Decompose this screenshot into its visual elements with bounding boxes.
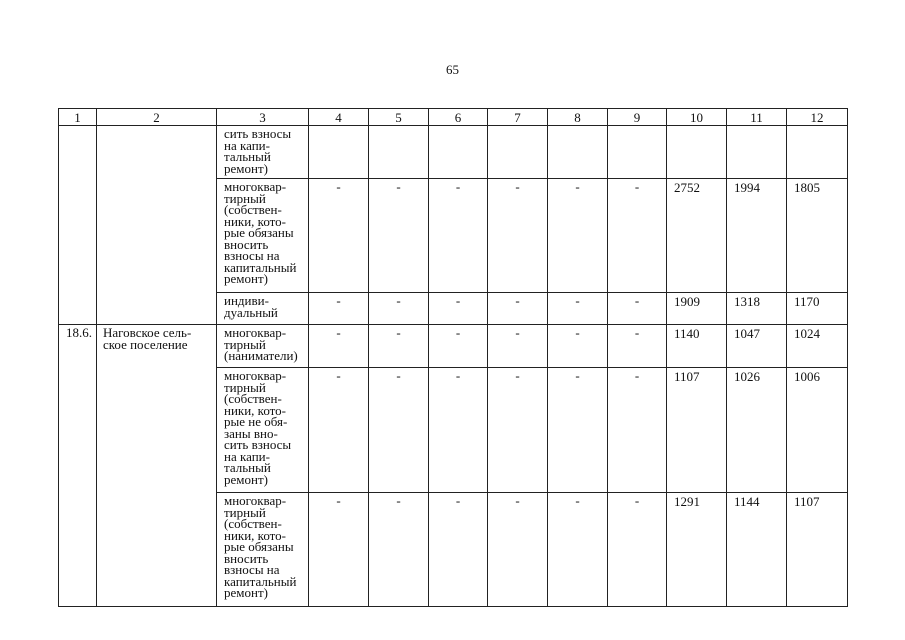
table-cell: 1994 bbox=[727, 179, 787, 293]
table-cell: - bbox=[608, 293, 667, 325]
table-cell bbox=[667, 126, 727, 179]
table-cell: - bbox=[548, 293, 608, 325]
housing-type-cell: многоквар- тирный (собствен- ники, кото- рые обязаны вносить взносы на капитальный ремонт) bbox=[217, 179, 309, 293]
column-header: 11 bbox=[727, 109, 787, 126]
table-cell: 1047 bbox=[727, 325, 787, 368]
table-row bbox=[59, 126, 848, 179]
column-header: 10 bbox=[667, 109, 727, 126]
table-cell: - bbox=[548, 368, 608, 493]
housing-type-cell: индиви- дуальный bbox=[217, 293, 309, 325]
table-cell: 1107 bbox=[787, 493, 848, 607]
column-header: 12 bbox=[787, 109, 848, 126]
tariff-table bbox=[58, 108, 848, 607]
table-cell: 1909 bbox=[667, 293, 727, 325]
table-cell: - bbox=[429, 293, 488, 325]
table-cell: 1024 bbox=[787, 325, 848, 368]
table-cell: - bbox=[548, 493, 608, 607]
housing-type-cell: сить взносы на капи- тальный ремонт) bbox=[217, 126, 309, 179]
table-cell: - bbox=[309, 368, 369, 493]
table-cell: - bbox=[429, 179, 488, 293]
column-header: 1 bbox=[59, 109, 97, 126]
column-header: 8 bbox=[548, 109, 608, 126]
table-cell: 1006 bbox=[787, 368, 848, 493]
table-cell: - bbox=[429, 325, 488, 368]
table-cell: - bbox=[608, 325, 667, 368]
table-cell: - bbox=[309, 493, 369, 607]
housing-type-cell: многоквар- тирный (собствен- ники, кото- рые не обя- заны вно- сить взносы на капи- тальный ремонт) bbox=[217, 368, 309, 493]
table-cell: 1291 bbox=[667, 493, 727, 607]
column-header: 9 bbox=[608, 109, 667, 126]
table-cell bbox=[727, 126, 787, 179]
settlement-cell: Наговское сель- ское поселение bbox=[97, 325, 217, 607]
table-cell: - bbox=[369, 293, 429, 325]
page-number: 65 bbox=[446, 62, 459, 77]
housing-type-cell: многоквар- тирный (наниматели) bbox=[217, 325, 309, 368]
table-cell: - bbox=[488, 368, 548, 493]
table-cell: - bbox=[309, 325, 369, 368]
table-cell: - bbox=[548, 179, 608, 293]
table-cell: - bbox=[548, 325, 608, 368]
table-row bbox=[59, 325, 848, 368]
table-cell: 1170 bbox=[787, 293, 848, 325]
table-cell bbox=[429, 126, 488, 179]
table-cell: - bbox=[429, 368, 488, 493]
header-row bbox=[59, 109, 848, 126]
table-cell: 1107 bbox=[667, 368, 727, 493]
table-cell: - bbox=[488, 293, 548, 325]
settlement-cell bbox=[97, 126, 217, 325]
table-cell: - bbox=[429, 493, 488, 607]
table-cell: - bbox=[608, 179, 667, 293]
table-cell bbox=[787, 126, 848, 179]
table-cell: - bbox=[369, 493, 429, 607]
table-cell bbox=[548, 126, 608, 179]
column-header: 5 bbox=[369, 109, 429, 126]
table-cell: - bbox=[608, 368, 667, 493]
table-cell: - bbox=[369, 368, 429, 493]
row-number-cell bbox=[59, 126, 97, 325]
table-cell: - bbox=[369, 179, 429, 293]
table-cell: - bbox=[608, 493, 667, 607]
table-cell bbox=[608, 126, 667, 179]
column-header: 6 bbox=[429, 109, 488, 126]
column-header: 4 bbox=[309, 109, 369, 126]
table-cell: 1140 bbox=[667, 325, 727, 368]
table-cell: - bbox=[309, 293, 369, 325]
table-cell: 1144 bbox=[727, 493, 787, 607]
column-header: 3 bbox=[217, 109, 309, 126]
table-cell: - bbox=[309, 179, 369, 293]
table-cell: - bbox=[488, 493, 548, 607]
table-cell: 1805 bbox=[787, 179, 848, 293]
table-cell: - bbox=[369, 325, 429, 368]
table-cell: 2752 bbox=[667, 179, 727, 293]
column-header: 2 bbox=[97, 109, 217, 126]
table-cell: - bbox=[488, 179, 548, 293]
table-cell bbox=[309, 126, 369, 179]
table-cell bbox=[488, 126, 548, 179]
housing-type-cell: многоквар- тирный (собствен- ники, кото- рые обязаны вносить взносы на капитальный ремонт) bbox=[217, 493, 309, 607]
table-cell: - bbox=[488, 325, 548, 368]
column-header: 7 bbox=[488, 109, 548, 126]
row-number-cell: 18.6. bbox=[59, 325, 97, 607]
table-cell: 1026 bbox=[727, 368, 787, 493]
table-cell bbox=[369, 126, 429, 179]
table-cell: 1318 bbox=[727, 293, 787, 325]
